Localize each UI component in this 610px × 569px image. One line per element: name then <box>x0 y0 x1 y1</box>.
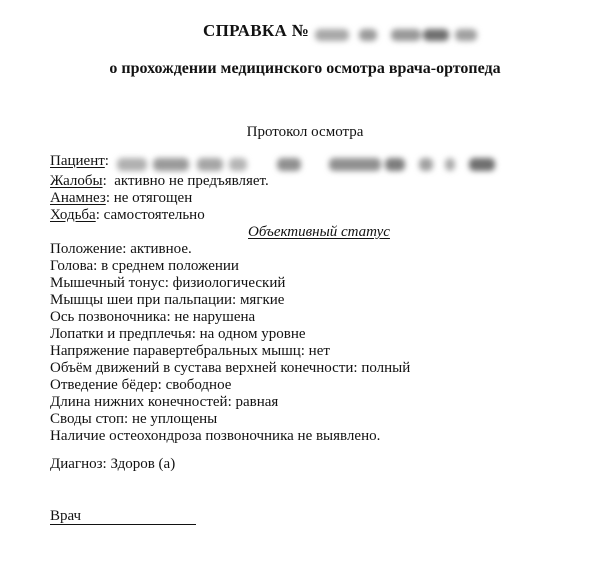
status-line: Голова: в среднем положении <box>50 258 239 274</box>
status-line: Наличие остеохондроза позвоночника не выявлено. <box>50 428 381 444</box>
doctor-label: Врач <box>50 508 82 524</box>
signature-line <box>50 508 196 525</box>
document-subtitle: о прохождении медицинского осмотра врача-ортопеда <box>109 60 501 77</box>
field-label-complaints: Жалобы <box>50 173 103 189</box>
title-prefix: СПРАВКА № <box>203 21 309 40</box>
field-value-complaints: активно не предъявляет. <box>114 173 269 189</box>
field-row-walking <box>50 207 574 224</box>
field-sep: : <box>105 190 114 206</box>
document-body <box>50 153 574 525</box>
status-line: Мышечный тонус: физиологический <box>50 275 286 291</box>
status-line: Ось позвоночника: не нарушена <box>50 309 256 325</box>
status-line: Своды стоп: не уплощены <box>50 411 218 427</box>
patient-name-redaction <box>117 156 495 173</box>
title-number-redaction <box>315 24 477 44</box>
field-row-complaints <box>50 173 574 190</box>
status-line: Объём движений в сустава верхней конечности: полный <box>50 360 411 376</box>
status-line: Напряжение паравертебральных мышц: нет <box>50 343 330 359</box>
protocol-heading: Протокол осмотра <box>246 124 364 140</box>
field-value-walking: самостоятельно <box>103 207 205 223</box>
status-heading: Объективный статус <box>248 224 390 240</box>
status-line: Отведение бёдер: свободное <box>50 377 232 393</box>
field-row-anamnesis <box>50 190 574 207</box>
field-sep: : <box>104 153 113 169</box>
field-label-anamnesis: Анамнез <box>50 190 106 206</box>
field-sep: : <box>95 207 104 223</box>
status-line: Длина нижних конечностей: равная <box>50 394 279 410</box>
diagnosis-line: Диагноз: Здоров (а) <box>50 456 176 472</box>
document-title <box>0 21 610 44</box>
doctor-signature-row <box>50 508 574 525</box>
field-value-anamnesis: не отягощен <box>113 190 193 206</box>
status-line: Положение: активное. <box>50 241 192 257</box>
field-row-patient <box>50 153 574 173</box>
status-line: Лопатки и предплечья: на одном уровне <box>50 326 306 342</box>
field-label-patient: Пациент <box>50 153 105 169</box>
status-line: Мышцы шеи при пальпации: мягкие <box>50 292 285 308</box>
field-sep: : <box>102 173 115 189</box>
field-label-walking: Ходьба <box>50 207 96 223</box>
